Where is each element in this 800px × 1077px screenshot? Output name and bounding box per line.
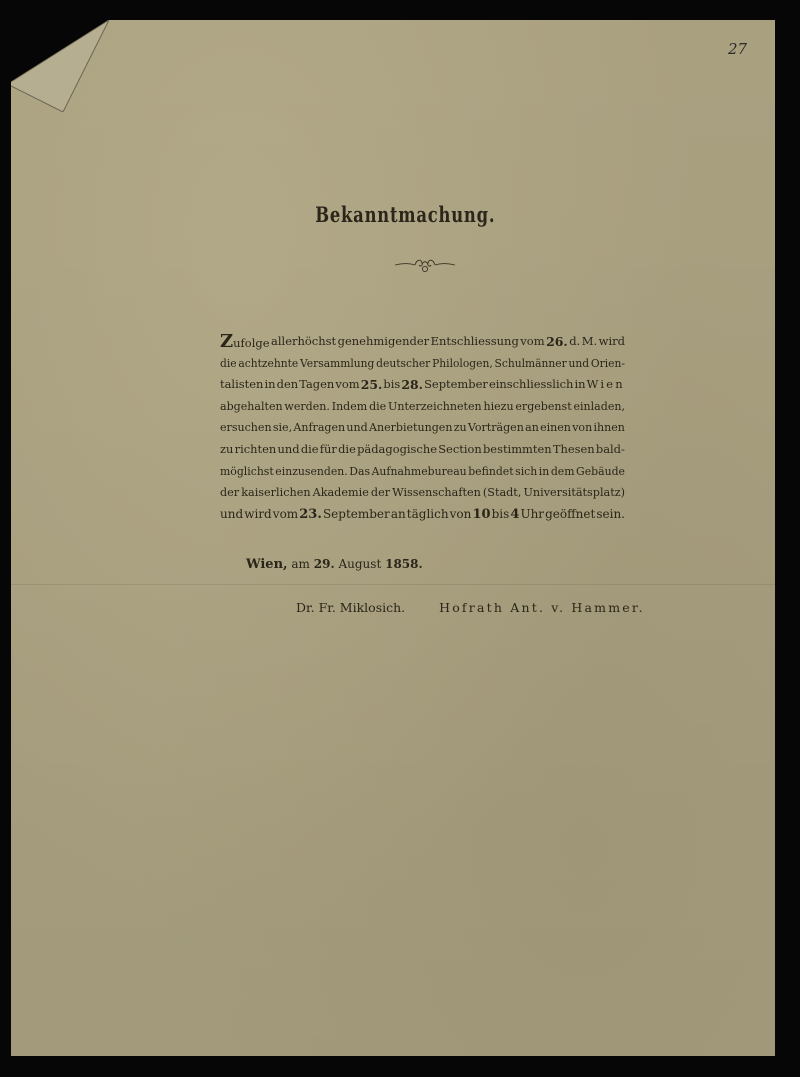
- signature-hammer: Hofrath Ant. v. Hammer.: [439, 600, 645, 615]
- body-word: und: [346, 421, 368, 435]
- body-word: wird: [598, 334, 625, 348]
- body-word: werden.: [284, 399, 330, 413]
- dateline-month: August: [338, 557, 382, 571]
- body-word: für: [319, 441, 337, 456]
- body-line: [220, 417, 625, 439]
- body-word: täglich: [406, 506, 449, 521]
- body-word: die: [300, 441, 319, 456]
- body-word: 28.: [401, 377, 423, 393]
- body-word: Entschliessung: [430, 334, 519, 348]
- body-word: die: [338, 441, 356, 456]
- body-word: ihnen: [593, 421, 625, 435]
- body-line: [220, 482, 625, 504]
- body-word: d.: [569, 334, 581, 348]
- body-word: in: [574, 377, 586, 392]
- body-word: 4: [510, 506, 520, 522]
- paper-sheet: [11, 20, 775, 1056]
- body-word: Aufnahmebureau: [371, 464, 467, 478]
- body-line: [220, 396, 625, 418]
- body-word: Universitätsplatz): [523, 486, 625, 500]
- body-word: zu: [220, 441, 234, 456]
- body-word: bald-: [595, 441, 625, 456]
- body-word: Thesen: [552, 441, 595, 456]
- body-word: ergebenst: [515, 399, 572, 413]
- body-word: geöffnet: [545, 506, 596, 521]
- body-word: 23.: [299, 506, 322, 522]
- body-word: sich: [515, 464, 538, 478]
- dateline-place: Wien,: [246, 557, 288, 572]
- body-word: M.: [581, 334, 598, 348]
- body-word: und: [277, 441, 300, 456]
- signatures: [296, 600, 645, 615]
- body-word: ufolge: [233, 336, 270, 350]
- body-word: Versammlung: [300, 356, 375, 370]
- body-word: einen: [540, 421, 571, 435]
- body-word: in: [264, 377, 276, 392]
- body-word: Unterzeichneten: [388, 399, 482, 413]
- body-word: einzusenden.: [275, 464, 348, 478]
- body-word: wird: [244, 506, 272, 521]
- body-word: September: [424, 377, 488, 392]
- document-title: Bekanntmachung.: [315, 202, 496, 227]
- body-word: sie,: [272, 421, 293, 435]
- dateline-day: 29.: [313, 557, 335, 571]
- body-word: bestimmten: [482, 441, 552, 456]
- body-word: 26.: [546, 334, 568, 349]
- body-word: vom: [335, 377, 360, 392]
- body-word: Orien-: [590, 356, 625, 370]
- body-word: Akademie: [312, 486, 369, 500]
- body-word: hiezu: [483, 399, 514, 413]
- body-word: Vorträgen: [467, 421, 524, 435]
- body-word: (Stadt,: [482, 486, 522, 500]
- dateline-am: am: [291, 557, 310, 571]
- body-word: bis: [491, 506, 510, 521]
- page-number: 27: [728, 40, 748, 58]
- body-word: den: [276, 377, 299, 392]
- body-word: September: [322, 506, 390, 521]
- body-word: Section: [438, 441, 482, 456]
- paper-fold-line: [11, 584, 775, 585]
- body-word: allerhöchst: [271, 334, 337, 348]
- body-word: vom: [272, 506, 299, 521]
- body-word: möglichst: [220, 464, 274, 478]
- body-word: Wissenschaften: [392, 486, 481, 500]
- body-word: 25.: [360, 377, 383, 393]
- body-word: an: [390, 506, 406, 521]
- body-line: [220, 504, 625, 526]
- dateline: [246, 557, 423, 572]
- body-line: [220, 331, 625, 353]
- body-word: genehmigender: [337, 334, 430, 348]
- body-word: pädagogische: [357, 441, 437, 456]
- body-word: Anerbietungen: [368, 421, 453, 435]
- dateline-year: 1858.: [385, 557, 423, 571]
- body-word: 10: [472, 506, 491, 522]
- body-word: Wien: [586, 377, 625, 392]
- body-word: dem: [550, 464, 575, 478]
- body-line: [220, 461, 625, 483]
- body-word: die: [369, 399, 387, 413]
- folded-corner: [11, 20, 111, 112]
- body-line: [220, 439, 625, 461]
- body-word: befindet: [468, 464, 514, 478]
- body-word: Das: [349, 464, 371, 478]
- body-word: ersuchen: [220, 421, 272, 435]
- body-line: [220, 374, 625, 396]
- ornament-flourish-icon: [393, 255, 457, 275]
- body-word: an: [525, 421, 539, 435]
- body-word: Tagen: [299, 377, 335, 392]
- body-word: einladen,: [573, 399, 625, 413]
- body-word: einschliesslich: [488, 377, 574, 392]
- body-word: die: [220, 356, 237, 370]
- body-word: talisten: [220, 377, 264, 392]
- body-word: Gebäude: [576, 464, 625, 478]
- body-word: und: [568, 356, 590, 370]
- body-word: deutscher: [376, 356, 431, 370]
- body-word: kaiserlichen: [241, 486, 311, 500]
- body-word: Anfragen: [293, 421, 346, 435]
- signature-miklosich: Dr. Fr. Miklosich.: [296, 600, 406, 615]
- body-word: abgehalten: [220, 399, 283, 413]
- body-word: in: [538, 464, 550, 478]
- body-word: Z: [220, 331, 234, 352]
- body-word: Philologen,: [432, 356, 493, 370]
- body-word: und: [220, 506, 244, 521]
- body-word: Uhr: [520, 506, 545, 521]
- body-word: der: [370, 486, 391, 500]
- body-word: zu: [453, 421, 467, 435]
- body-word: Schulmänner: [494, 356, 567, 370]
- announcement-body: [220, 331, 625, 525]
- body-word-dropcap-group: [220, 331, 270, 353]
- body-word: richten: [234, 441, 277, 456]
- body-word: sein.: [596, 506, 625, 521]
- body-word: der: [220, 486, 240, 500]
- body-word: von: [572, 421, 593, 435]
- body-word: vom: [520, 334, 545, 348]
- body-word: achtzehnte: [238, 356, 299, 370]
- body-word: bis: [383, 377, 401, 392]
- body-word: von: [449, 506, 472, 521]
- body-line: [220, 353, 625, 375]
- body-word: Indem: [331, 399, 368, 413]
